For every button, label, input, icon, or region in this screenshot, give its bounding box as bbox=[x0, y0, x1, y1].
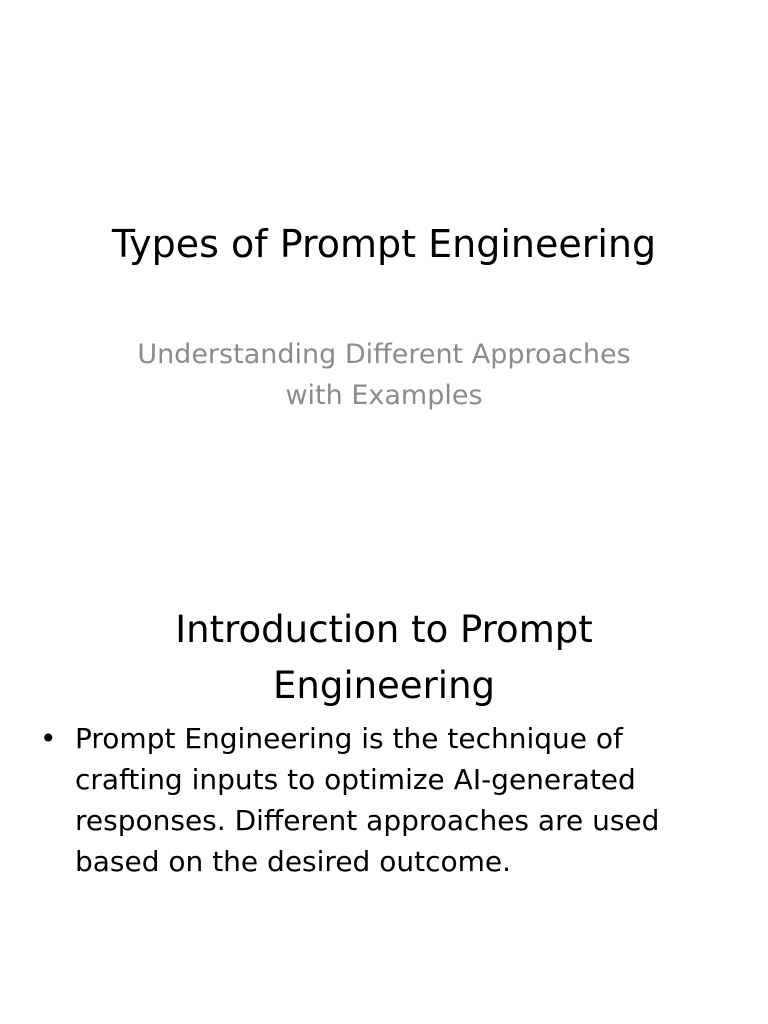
slide-2 bbox=[0, 512, 768, 1024]
slide-title: Types of Prompt Engineering bbox=[111, 222, 657, 266]
slide-title: Introduction to Prompt Engineering bbox=[175, 608, 593, 707]
bullet-list bbox=[40, 718, 668, 882]
slide-subtitle: Understanding Different Approaches with Examples bbox=[137, 339, 631, 411]
bullet-dot-icon: • bbox=[40, 722, 57, 755]
bullet-text: Prompt Engineering is the technique of crafting inputs to optimize AI-generated responses. Different approaches are used based on the desired outcome. bbox=[75, 722, 660, 878]
bullet-item bbox=[40, 718, 668, 882]
